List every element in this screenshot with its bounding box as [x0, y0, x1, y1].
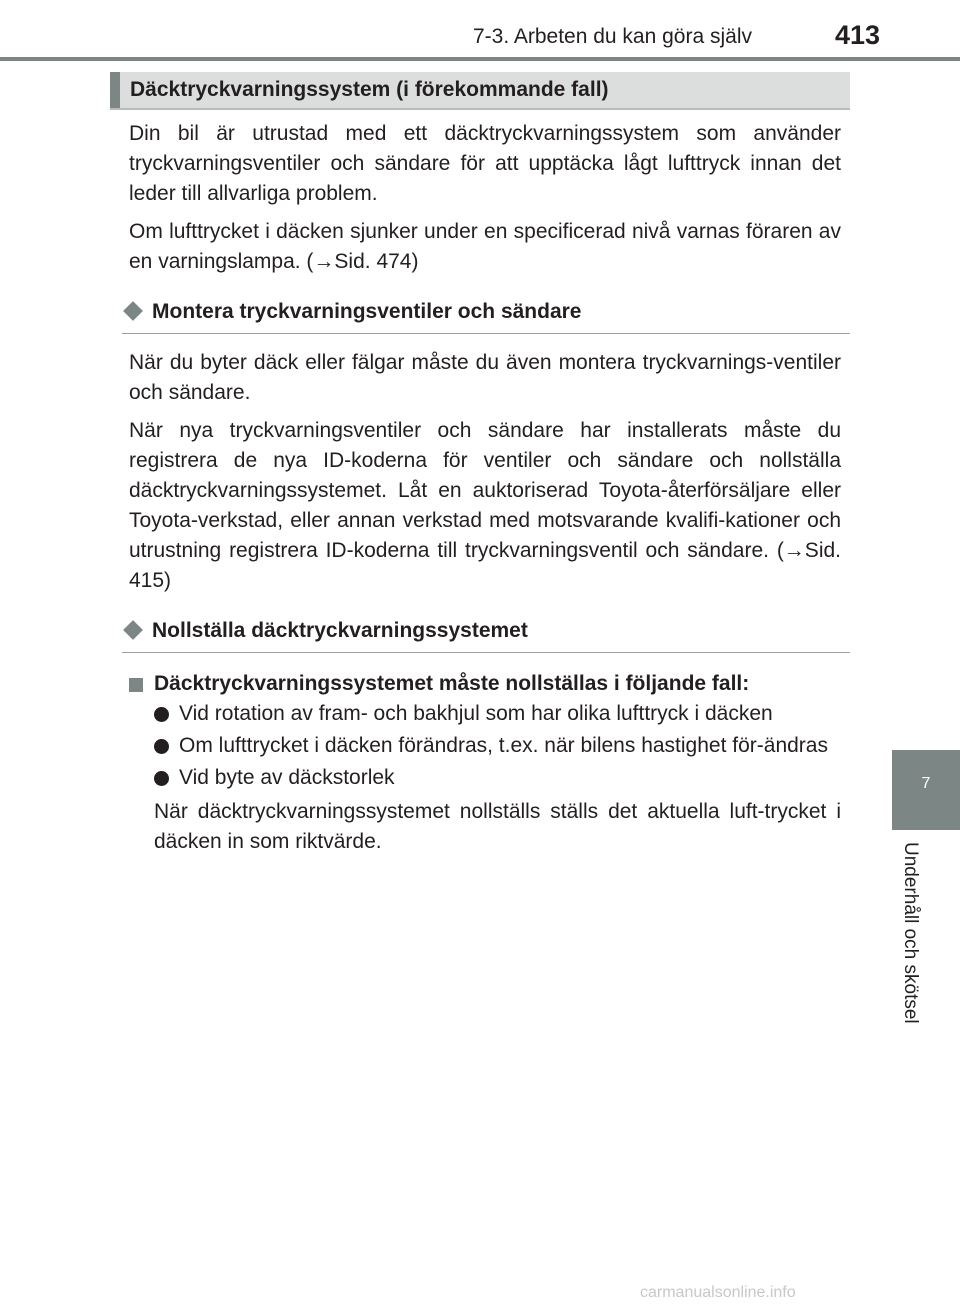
page-number: 413: [834, 20, 880, 50]
bullet-dot-icon: [154, 707, 169, 722]
list-item: [154, 731, 841, 761]
chapter-tab: [892, 750, 960, 830]
bullet-dot-icon: [154, 739, 169, 754]
section-heading-text: Nollställa däcktryckvarningssystemet: [152, 619, 528, 642]
page-header: [0, 0, 960, 60]
reset-subheading: [129, 669, 841, 699]
page-content: [110, 72, 850, 857]
list-item-text: Vid rotation av fram- och bakhjul som har olika lufttryck i däcken: [179, 702, 773, 725]
section-heading-install: [122, 299, 850, 334]
chapter-number: 7: [921, 775, 931, 792]
list-item: [154, 699, 841, 729]
list-item-text: Vid byte av däckstorlek: [179, 766, 395, 789]
section-heading-text: Montera tryckvarningsventiler och sändare: [152, 300, 582, 323]
square-bullet-icon: [129, 678, 143, 692]
bullet-dot-icon: [154, 771, 169, 786]
section-title: 7-3. Arbeten du kan göra själv: [472, 25, 752, 48]
list-item: [154, 763, 841, 793]
install-paragraph-1: När du byter däck eller fälgar måste du även montera tryckvarnings-ventiler och sändare.: [129, 351, 841, 404]
list-item-text: Om lufttrycket i däcken förändras, t.ex. när bilens hastighet för-ändras: [179, 734, 828, 757]
reset-note: När däcktryckvarningssystemet nollställs ställs det aktuella luft-trycket i däcken in som riktvärde.: [154, 800, 841, 853]
section-heading-reset: [122, 618, 850, 653]
intro-paragraph-2: Om lufttrycket i däcken sjunker under en specificerad nivå varnas föraren av en varningslampa. (→Sid. 474): [129, 220, 841, 273]
box-title: Däcktryckvarningssystem (i förekommande fall): [110, 72, 850, 108]
chapter-label: Underhåll och skötsel: [900, 842, 921, 1024]
header-rule: [0, 57, 960, 61]
reset-subheading-text: Däcktryckvarningssystemet måste nollställas i följande fall:: [154, 672, 750, 695]
intro-paragraph-1: Din bil är utrustad med ett däcktryckvarningssystem som använder tryckvarningsventiler och sändare för att upptäcka lågt lufttryck innan det leder till allvarliga problem.: [129, 122, 841, 205]
diamond-icon: [123, 620, 143, 640]
watermark: carmanualsonline.info: [640, 1284, 796, 1301]
diamond-icon: [123, 301, 143, 321]
install-paragraph-2: När nya tryckvarningsventiler och sändare har installerats måste du registrera de nya ID-koderna för ventiler och sändare och nollställa däcktryckvarningssystemet. Låt en auktoriserad Toyota-återförsäljare eller Toyota-verkstad, eller annan verkstad med motsvarande kvalifi-kationer och utrustning registrera ID-koderna till tryckvarningsventil och sändare. (→Sid. 415): [129, 419, 841, 592]
